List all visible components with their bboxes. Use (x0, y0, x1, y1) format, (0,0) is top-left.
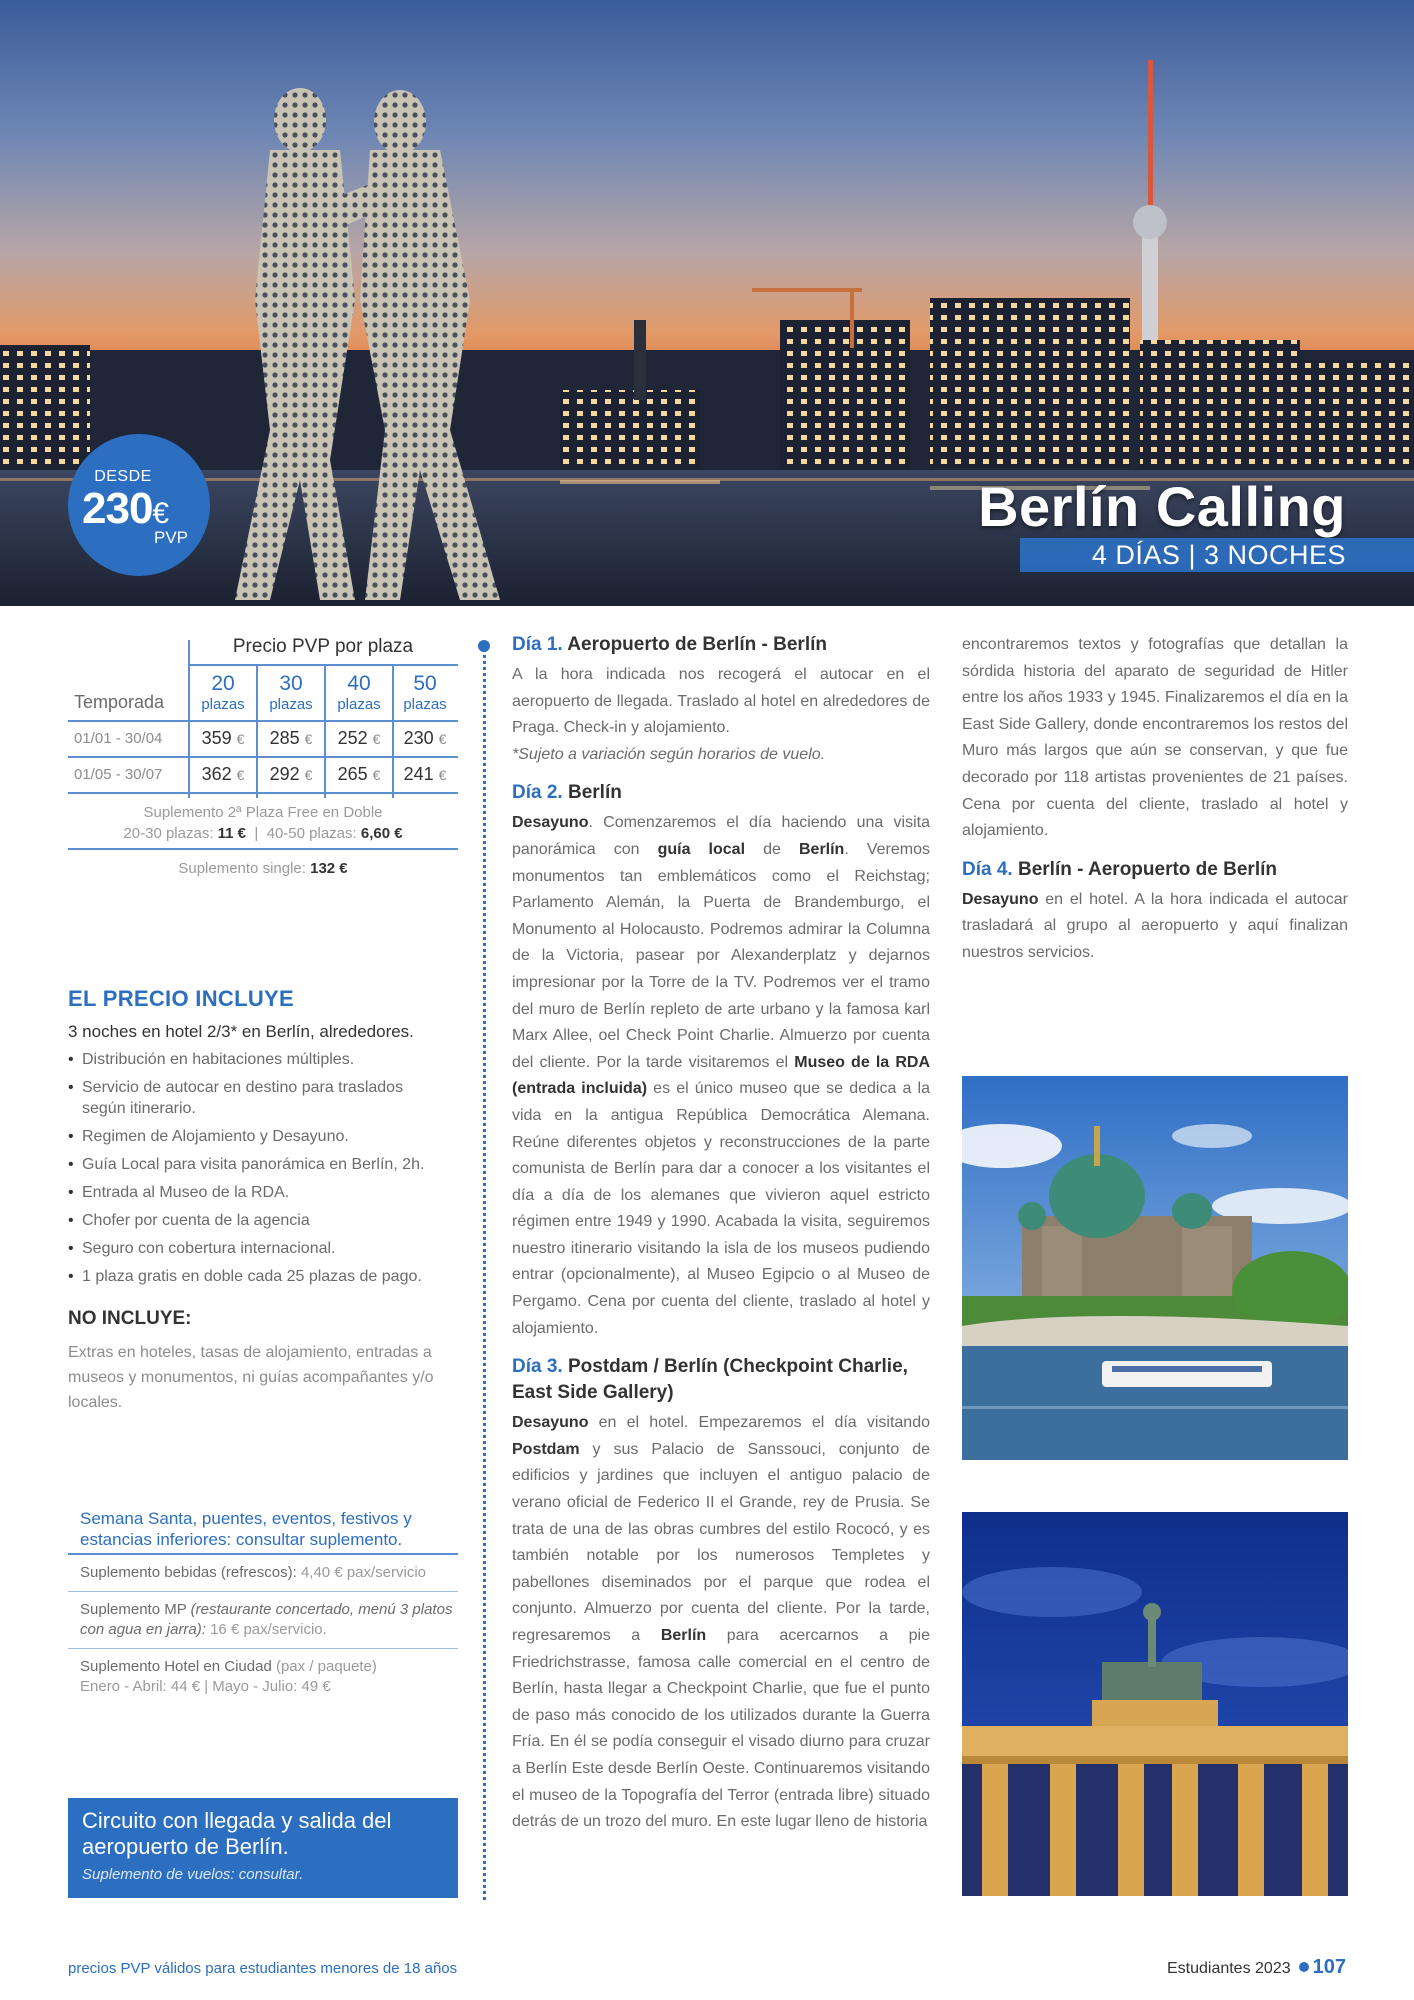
euro-sign: € (372, 731, 381, 747)
includes-lead: 3 noches en hotel 2/3* en Berlín, alrededores. (68, 1022, 414, 1041)
supplement-drinks (68, 1555, 458, 1592)
includes-list (68, 1049, 468, 1294)
not-included-heading: NO INCLUYE: (68, 1308, 192, 1329)
column-num: 20 (211, 672, 235, 695)
price-cell (326, 764, 392, 785)
supplements-heading-line: estancias inferiores: consultar suplemento. (80, 1530, 403, 1549)
list-item: • Chofer por cuenta de la agencia (68, 1210, 468, 1231)
column-label: plazas (403, 696, 447, 713)
supplement-single (68, 860, 458, 877)
column-num: 50 (413, 672, 437, 695)
supplement-label: 40-50 plazas: (266, 825, 357, 842)
day-1-title (512, 632, 930, 658)
price-from-label: DESDE (94, 468, 152, 485)
season-row-1: 01/01 - 30/04 (74, 730, 163, 747)
not-included-text: Extras en hoteles, tasas de alojamiento, entradas a museos y monumentos, ni guías acompañantes y/o locales. (68, 1344, 434, 1411)
table-divider (68, 792, 458, 794)
highlight: Berlín (660, 1627, 707, 1644)
text-run: es el único museo que se dedica a la vida en la antigua República Democrática Alemana. Reúne diferentes objetos y reconstrucciones de la parte comunista de Berlín para dar a conocer a los visitantes el día a día de los alemanes que vivieron aquel estricto régimen entre 1949 y 1990. Acabada la visita, seguiremos nuestro itinerario visitando la isla de los museos pudiendo entrar (opcionalmente), al Museo Egipcio o al Museo de Pergamo. Cena por cuenta del cliente, traslado al hotel y alojamiento. (512, 1080, 930, 1337)
day-3-title (512, 1354, 930, 1406)
price-cell (326, 728, 392, 749)
column-label: plazas (201, 696, 245, 713)
supplement-note: (restaurante concertado, menú 3 platos con agua en jarra): (80, 1601, 453, 1638)
day-4-text (962, 887, 1348, 967)
list-item: • Regimen de Alojamiento y Desayuno. (68, 1126, 468, 1147)
table-divider (68, 848, 458, 850)
price-amount (82, 484, 168, 534)
price-suffix: PVP (154, 528, 189, 547)
brandenburg-gate-illustration (962, 1512, 1348, 1896)
text-run: para acercarnos a pie Friedrichstrasse, famosa calle comercial en el centro de Berlín, hasta llegar a Checkpoint Charlie, que fue el punto de paso más conocido de los utilizados durante la Guerra Fría. En él se podía conseguir el visado diurno para cruzar a Berlín Este desde Berlín Oeste. Continuaremos visitando el museo de la Topografía del Terror (entrada libre) situado detrás de un trozo del muro. En este lugar lleno de historia (512, 1627, 930, 1831)
supplement-value: Enero - Abril: 44 € | Mayo - Julio: 49 € (80, 1678, 331, 1695)
euro-sign: € (236, 731, 245, 747)
day-route: Postdam / Berlín (Checkpoint Charlie, East Side Gallery) (512, 1356, 908, 1404)
price-value: 285 (269, 728, 300, 748)
text-run: en el hotel. A la hora indicada el autocar trasladará al grupo al aeropuerto y aquí finalizan nuestros servicios. (962, 890, 1348, 961)
day-number: Día 2. (512, 782, 563, 804)
price-value: 230 (403, 728, 434, 748)
text-run: de (745, 840, 799, 858)
page-number: 107 (1312, 1956, 1346, 1978)
supplement-value: 16 € pax/servicio. (210, 1621, 327, 1638)
day-route: Aeropuerto de Berlín - Berlín (567, 634, 827, 655)
price-badge (68, 434, 210, 576)
euro-sign: € (304, 731, 313, 747)
supplement-label: Suplemento bebidas (refrescos): (80, 1564, 297, 1581)
table-divider (68, 720, 458, 722)
column-num: 40 (347, 672, 371, 695)
column-num: 30 (279, 672, 303, 695)
season-row-2: 01/05 - 30/07 (74, 766, 163, 783)
highlight: Desayuno (512, 814, 589, 832)
highlight: Postdam (512, 1440, 580, 1458)
price-value: 292 (269, 764, 300, 784)
supplements-heading (68, 1508, 458, 1550)
day-description: A la hora indicada nos recogerá el autocar en el aeropuerto de llegada. Traslado al hotel en alrededores de Praga. Check-in y alojamiento. (512, 666, 930, 737)
price-cell (258, 728, 324, 749)
euro-sign: € (304, 767, 313, 783)
supplement-value: 11 € (217, 825, 247, 842)
day-number: Día 3. (512, 1356, 563, 1378)
trip-duration: 4 DÍAS | 3 NOCHES (1091, 540, 1346, 570)
supplements-box (68, 1508, 458, 1705)
dotted-divider (483, 644, 486, 1900)
highlight: guía local (657, 840, 746, 858)
list-item: • Guía Local para visita panorámica en Berlín, 2h. (68, 1154, 468, 1175)
highlight: Museo de la RDA (entrada incluida) (512, 1053, 931, 1098)
column-header-20 (190, 672, 256, 713)
list-item: • Distribución en habitaciones múltiples. (68, 1049, 448, 1070)
price-currency: € (152, 497, 169, 530)
hero-banner (0, 0, 1414, 606)
price-value: 359 (201, 728, 232, 748)
supplement-city-hotel (68, 1649, 458, 1705)
trip-title: Berlín Calling (978, 475, 1346, 538)
supplement-label: Suplemento single: (178, 860, 306, 877)
price-table-header: Precio PVP por plaza (232, 636, 414, 657)
itinerary-column-right (962, 632, 1348, 967)
list-item: • Servicio de autocar en destino para traslados según itinerario. (68, 1077, 448, 1119)
price-value: 241 (403, 764, 434, 784)
supplement-value: 132 € (310, 860, 348, 877)
list-item: • Entrada al Museo de la RDA. (68, 1182, 468, 1203)
circuit-title: Circuito con llegada y salida del aeropuerto de Berlín. (82, 1808, 392, 1859)
supplement-half-board (68, 1592, 458, 1649)
table-divider (68, 756, 458, 758)
column-label: plazas (337, 696, 381, 713)
circuit-info-box (68, 1798, 458, 1898)
supplements-heading-line: Semana Santa, puentes, eventos, festivos y (80, 1509, 412, 1528)
day-number: Día 4. (962, 858, 1013, 880)
day-3-text (512, 1410, 930, 1836)
footer-page-info (1167, 1956, 1346, 1979)
highlight: Desayuno (962, 890, 1039, 908)
berlin-cathedral-illustration (962, 1076, 1348, 1460)
supplement-note: (pax / paquete) (275, 1658, 377, 1675)
price-cell (392, 728, 458, 749)
column-header-50 (392, 672, 458, 713)
itinerary-column-middle (512, 632, 930, 1836)
day-1-text (512, 662, 930, 768)
supplement-free-title: Suplemento 2ª Plaza Free en Doble (143, 804, 383, 821)
circuit-subtitle: Suplemento de vuelos: consultar. (82, 1866, 304, 1883)
footer-note: precios PVP válidos para estudiantes menores de 18 años (68, 1960, 458, 1977)
supplement-label: Suplemento Hotel en Ciudad (80, 1658, 272, 1675)
euro-sign: € (438, 767, 447, 783)
euro-sign: € (372, 767, 381, 783)
column-label: plazas (269, 696, 313, 713)
supplement-value: 6,60 € (360, 825, 403, 842)
supplement-free-seat (68, 802, 458, 844)
supplement-free-values (68, 823, 458, 844)
day-4-title (962, 857, 1348, 883)
list-item: • Seguro con cobertura internacional. (68, 1238, 468, 1259)
day-2-text (512, 810, 930, 1342)
day-note: *Sujeto a variación según horarios de vuelo. (512, 745, 826, 763)
text-run: . Comenzaremos el día haciendo una visita panorámica con (512, 814, 930, 858)
text-run: en el hotel. Empezaremos el día visitando (588, 1414, 930, 1432)
price-value: 362 (201, 764, 232, 784)
highlight: Berlín (798, 840, 845, 858)
euro-sign: € (438, 731, 447, 747)
column-header-30 (258, 672, 324, 713)
day-number: Día 1. (512, 634, 563, 655)
day-route: Berlín (567, 782, 622, 804)
supplement-label: 20-30 plazas: (123, 825, 214, 842)
footer-catalog: Estudiantes 2023 (1166, 1960, 1291, 1977)
price-cell (392, 764, 458, 785)
separator: | (254, 825, 259, 842)
price-cell (190, 764, 256, 785)
list-item: • 1 plaza gratis en doble cada 25 plazas de pago. (68, 1266, 468, 1287)
bullet-dot (1299, 1962, 1309, 1972)
price-value: 252 (337, 728, 368, 748)
day-route: Berlín - Aeropuerto de Berlín (1017, 858, 1277, 880)
season-header: Temporada (74, 692, 165, 712)
highlight: Desayuno (512, 1414, 589, 1432)
supplement-value: 4,40 € pax/servicio (300, 1564, 427, 1581)
price-value: 230 (82, 484, 153, 533)
photo-berlin-cathedral (962, 1076, 1348, 1460)
day-2-title (512, 780, 930, 806)
text-run: y sus Palacio de Sanssouci, conjunto de edificios y jardines que incluyen el antiguo palacio de verano oficial de Federico II el Grande, rey de Prusia. Se trata de una de las obras cumbres del estilo Rococó, y es también notable por los numerosos Templetes y pabellones diseminados por el parque que rodea el conjunto. Almuerzo por cuenta del cliente. Por la tarde, regresaremos a (512, 1440, 930, 1644)
day-3-text-continued: encontraremos textos y fotografías que detallan la sórdida historia del aparato de seguridad de Hitler entre los años 1933 y 1945. Finalizaremos el día en la East Side Gallery, donde encontraremos los restos del Muro más largos que aún se conservan, y que fue decorado por 118 artistas provenientes de 21 países. Cena por cuenta del cliente, traslado al hotel y alojamiento. (962, 636, 1348, 840)
euro-sign: € (236, 767, 245, 783)
supplement-label: Suplemento MP (80, 1601, 187, 1618)
text-run: . Veremos monumentos tan emblemáticos como el Reichstag; Parlamento Alemán, la Puerta de Brandemburgo, el Monumento al Holocausto. Podremos admirar la Columna de la Victoria, pasear por Alexanderplatz y dejarnos impresionar por la Torre de la TV. Podremos ver el tramo del muro de Berlín repleto de arte urbano y la famosa karl Marx Allee, oel Check Point Charlie. Almuerzo por cuenta del cliente. Por la tarde visitaremos el (512, 840, 930, 1071)
price-cell (258, 764, 324, 785)
includes-heading: EL PRECIO INCLUYE (68, 986, 294, 1011)
column-header-40 (326, 672, 392, 713)
price-cell (190, 728, 256, 749)
photo-brandenburg-gate (962, 1512, 1348, 1896)
price-value: 265 (337, 764, 368, 784)
